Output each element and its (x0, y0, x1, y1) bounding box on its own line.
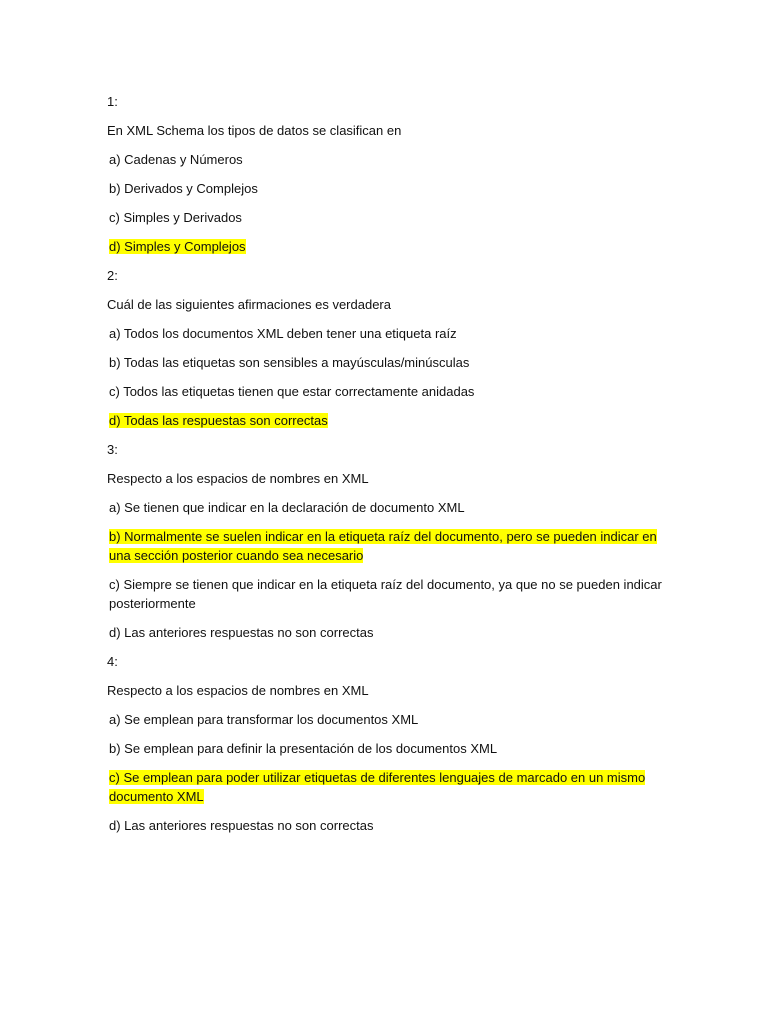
option-b-correct (107, 527, 667, 565)
option-text: a) Todos los documentos XML deben tener una etiqueta raíz (109, 326, 457, 341)
question-number: 2: (107, 268, 118, 283)
option-b (107, 179, 667, 198)
document-page (107, 92, 667, 845)
option-b (107, 739, 667, 758)
question-number: 1: (107, 94, 118, 109)
option-d (107, 816, 667, 835)
question-number: 3: (107, 442, 118, 457)
option-c (107, 575, 667, 613)
option-d-correct (107, 237, 667, 256)
highlighted-answer: c) Se emplean para poder utilizar etiquetas de diferentes lenguajes de marcado en un mismo documento XML (109, 770, 646, 804)
option-a (107, 150, 667, 169)
question-2 (107, 266, 667, 430)
option-d (107, 623, 667, 642)
option-a (107, 710, 667, 729)
option-c-correct (107, 768, 667, 806)
question-text: Respecto a los espacios de nombres en XML (107, 471, 369, 486)
highlighted-answer: b) Normalmente se suelen indicar en la etiqueta raíz del documento, pero se pueden indicar en una sección posterior cuando sea necesario (109, 529, 657, 563)
option-text: b) Derivados y Complejos (109, 181, 258, 196)
option-c (107, 208, 667, 227)
option-text: c) Siempre se tienen que indicar en la etiqueta raíz del documento, ya que no se pueden indicar posteriormente (109, 577, 662, 611)
option-b (107, 353, 667, 372)
question-1 (107, 92, 667, 256)
question-text: En XML Schema los tipos de datos se clasifican en (107, 123, 402, 138)
question-text: Respecto a los espacios de nombres en XML (107, 683, 369, 698)
option-text: b) Todas las etiquetas son sensibles a mayúsculas/minúsculas (109, 355, 470, 370)
question-text: Cuál de las siguientes afirmaciones es verdadera (107, 297, 391, 312)
option-text: c) Todos las etiquetas tienen que estar correctamente anidadas (109, 384, 475, 399)
question-4 (107, 652, 667, 835)
option-text: c) Simples y Derivados (109, 210, 242, 225)
option-text: a) Se tienen que indicar en la declaración de documento XML (109, 500, 465, 515)
option-text: d) Las anteriores respuestas no son correctas (109, 818, 374, 833)
option-text: a) Cadenas y Números (109, 152, 243, 167)
highlighted-answer: d) Simples y Complejos (109, 239, 246, 254)
question-number: 4: (107, 654, 118, 669)
question-3 (107, 440, 667, 642)
option-c (107, 382, 667, 401)
option-text: b) Se emplean para definir la presentación de los documentos XML (109, 741, 498, 756)
option-d-correct (107, 411, 667, 430)
option-text: a) Se emplean para transformar los documentos XML (109, 712, 419, 727)
option-a (107, 498, 667, 517)
option-a (107, 324, 667, 343)
option-text: d) Las anteriores respuestas no son correctas (109, 625, 374, 640)
highlighted-answer: d) Todas las respuestas son correctas (109, 413, 328, 428)
